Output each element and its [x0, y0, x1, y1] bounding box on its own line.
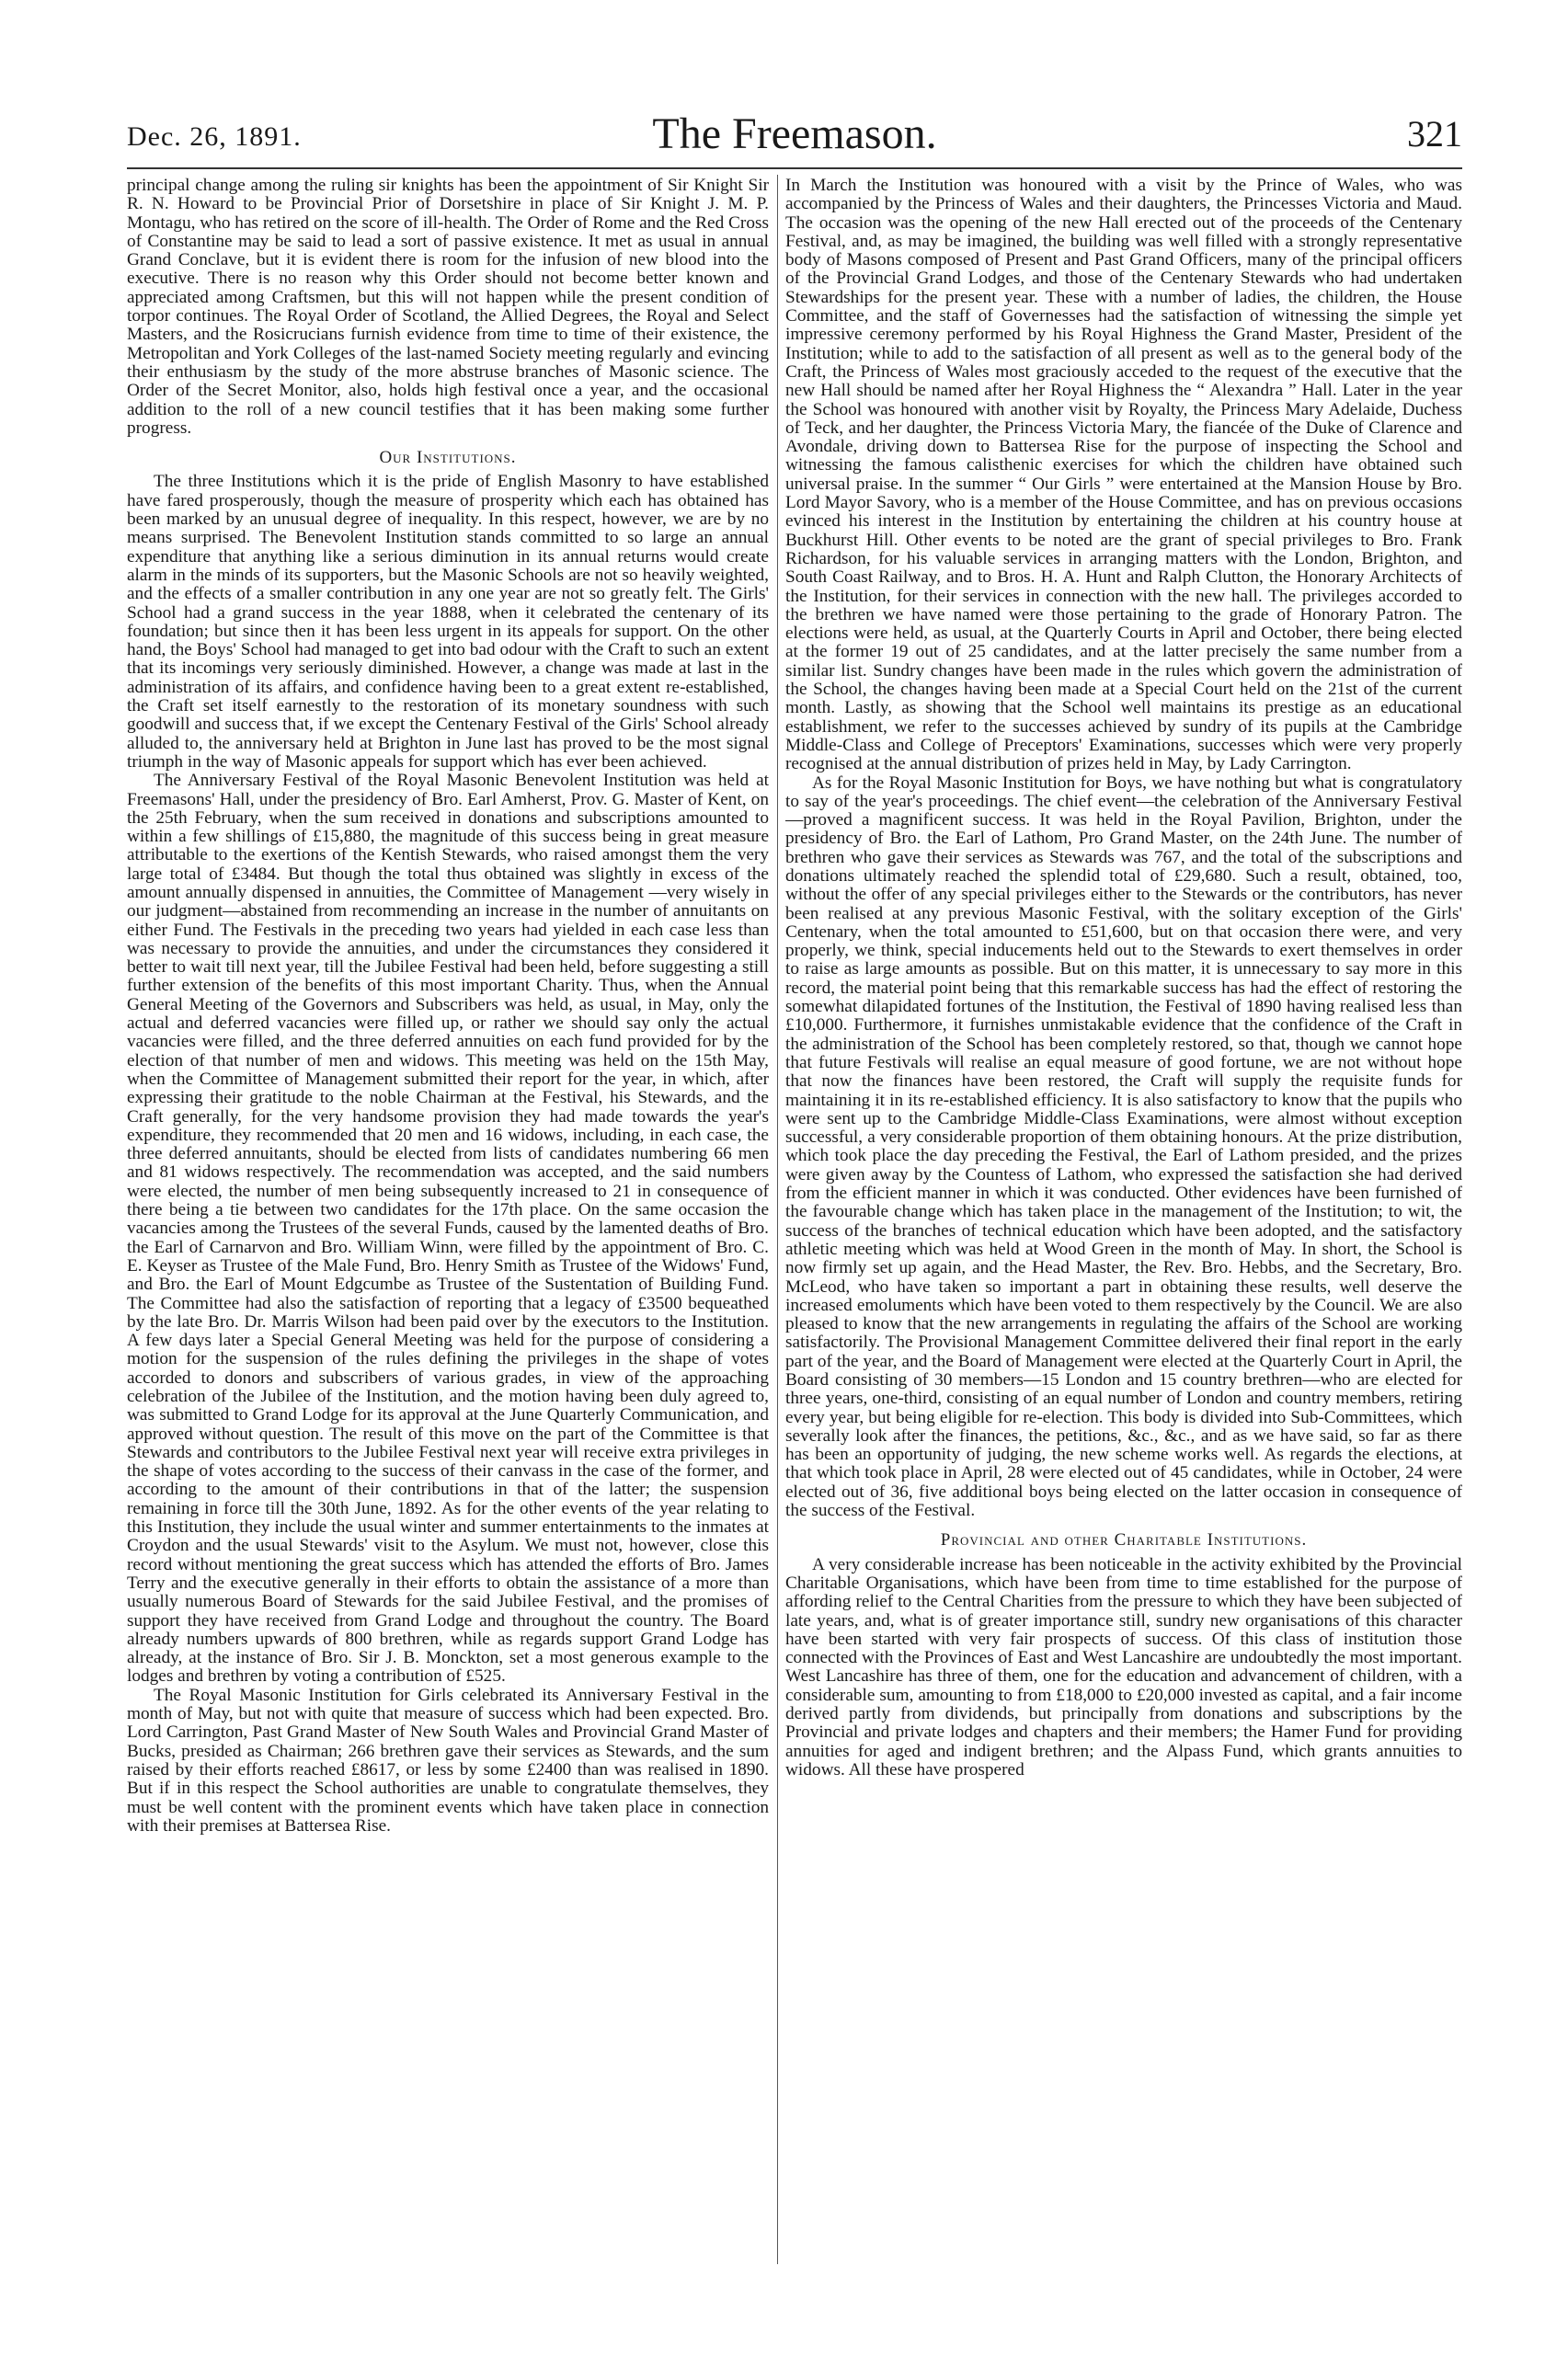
issue-date: Dec. 26, 1891. — [127, 121, 302, 152]
section-heading: Our Institutions. — [379, 448, 517, 468]
right-column — [785, 177, 1462, 2273]
paragraph: A very considerable increase has been noticeable in the activity exhibited by the Provincial Charitable Organisations, which have been from time to time established for the purpose of affording relief to the Central Charities from the pressure to which they have been subjected of late years, and, what is of greater importance still, sundry new organisations of this character have been started with very fair prospects of success. Of this class of institution those connected with the Provinces of East and West Lancashire are undoubtedly the most important. West Lancashire has three of them, one for the education and advancement of children, with a considerable sum, amounting to from £18,000 to £20,000 invested as capital, and a fair income derived partly from dividends, but principally from donations and subscriptions by the Provincial and private lodges and chapters and their members; the Hamer Fund for providing annuities for aged and indigent brethren; and the Alpass Fund, which grants annuities to widows. All these have prospered — [785, 1554, 1462, 1780]
newspaper-title: The Freemason. — [652, 109, 937, 158]
left-column — [127, 177, 769, 2273]
paragraph: The three Institutions which it is the pride of English Masonry to have established have fared prosperously, though the measure of prosperity which each has obtained has been marked by an unusual degree of inequality. In this respect, however, we are by no means surprised. The Benevolent Institution stands committed to so large an annual expenditure that anything like a serious diminution in its annual returns would create alarm in the minds of its supporters, but the Masonic Schools are not so heavily weighted, and the effects of a smaller contribution in any one year are not so greatly felt. The Girls' School had a grand success in the year 1888, when it celebrated the centenary of its foundation; but since then it has been less urgent in its appeals for support. On the other hand, the Boys' School had managed to get into bad odour with the Craft to such an extent that its incomings very seriously diminished. However, a change was made at last in the administration of its affairs, and confidence having been to a great extent re-established, the Craft set itself earnestly to the restoration of its monetary soundness with such goodwill and success that, if we except the Centenary Festival of the Girls' School already alluded to, the anniversary held at Brighton in June last has proved to be the most signal triumph in the way of Masonic appeals for support which has ever been achieved. — [127, 472, 769, 772]
section-heading: Provincial and other Charitable Institutions. — [940, 1530, 1308, 1551]
header-rule — [127, 167, 1462, 169]
paragraph: The Anniversary Festival of the Royal Masonic Benevolent Institution was held at Freemasons' Hall, under the presidency of Bro. Earl Amherst, Prov. G. Master of Kent, on the 25th February, when the sum received in donations and subscriptions amounted to within a few shillings of £15,880, the magnitude of this success being in great measure attributable to the exertions of the Kentish Stewards, who raised amongst them the very large total of £3484. But though the total thus obtained was slightly in excess of the amount annually dispensed in annuities, the Committee of Management —very wisely in our judgment—abstained from recommending an increase in the number of annuitants on either Fund. The Festivals in the preceding two years had yielded in each case less than was necessary to provide the annuities, and under the circumstances they considered it better to wait till next year, till the Jubilee Festival had been held, before suggesting a still further extension of the benefits of this most important Charity. Thus, when the Annual General Meeting of the Governors and Subscribers was held, as usual, in May, only the actual and deferred vacancies were filled up, or rather we should say only the actual vacancies were filled, and the three deferred annuities on each fund provided for by the election of that number of men and widows. This meeting was held on the 15th May, when the Committee of Management submitted their report for the year, in which, after expressing their gratitude to the noble Chairman at the Festival, his Stewards, and the Craft generally, for the very handsome provision they had made towards the year's expenditure, they recommended that 20 men and 16 widows, including, in each case, the three deferred annuitants, should be elected from lists of candidates numbering 66 men and 81 widows respectively. The recommendation was accepted, and the said numbers were elected, the number of men being subsequently increased to 21 in consequence of there being a tie between two candidates for the 17th place. On the same occasion the vacancies among the Trustees of the several Funds, caused by the lamented deaths of Bro. the Earl of Carnarvon and Bro. William Winn, were filled by the appointment of Bro. C. E. Keyser as Trustee of the Male Fund, Bro. Henry Smith as Trustee of the Widows' Fund, and Bro. the Earl of Mount Edgcumbe as Trustee of the Sustentation of Building Fund. The Committee had also the satisfaction of reporting that a legacy of £3500 bequeathed by the late Bro. Dr. Marris Wilson had been paid over by the executors to the Institution. A few days later a Special General Meeting was held for the purpose of considering a motion for the suspension of the rules defining the privileges in the shape of votes accorded to donors and subscribers of various grades, in view of the approaching celebration of the Jubilee of the Institution, and the motion having been duly agreed to, was submitted to Grand Lodge for its approval at the June Quarterly Communication, and approved without question. The result of this move on the part of the Committee is that Stewards and contributors to the Jubilee Festival next year will receive extra privileges in the shape of votes according to the success of their canvass in the case of the former, and according to the amount of their contributions in that of the latter; the suspension remaining in force till the 30th June, 1892. As for the other events of the year relating to this Institution, they include the usual winter and summer entertainments to the inmates at Croydon and the usual Stewards' visit to the Asylum. We must not, however, close this record without mentioning the great success which has attended the efforts of Bro. James Terry and the executive generally in their efforts to obtain the assistance of a more than usually numerous Board of Stewards for the said Jubilee Festival, and the promises of support they have received from Grand Lodge and throughout the country. The Board already numbers upwards of 800 brethren, while as regards support Grand Lodge has already, at the instance of Bro. Sir J. B. Monckton, set a most generous example to the lodges and brethren by voting a contribution of £525. — [127, 771, 769, 1687]
page-number: 321 — [1407, 113, 1462, 154]
column-divider — [777, 175, 778, 2264]
paragraph: In March the Institution was honoured with a visit by the Prince of Wales, who was accompanied by the Princess of Wales and their daughters, the Princesses Victoria and Maud. The occasion was the opening of the new Hall erected out of the proceeds of the Centenary Festival, and, as may be imagined, the building was well filled with a strongly representative body of Masons composed of Present and Past Grand Officers, many of the principal officers of the Provincial Grand Lodges, and those of the Centenary Stewards who had undertaken Stewardships for the present year. These with a number of ladies, the children, the House Committee, and the staff of Governesses had the satisfaction of witnessing the simple yet impressive ceremony performed by his Royal Highness the Grand Master, President of the Institution; while to add to the satisfaction of all present as well as to the general body of the Craft, the Princess of Wales most graciously acceded to the request of the executive that the new Hall should be named after her Royal Highness the “ Alexandra ” Hall. Later in the year the School was honoured with another visit by Royalty, the Princess Mary Adelaide, Duchess of Teck, and her daughter, the Princess Victoria Mary, the fiancée of the Duke of Clarence and Avondale, driving down to Battersea Rise for the purpose of inspecting the School and witnessing the famous calisthenic exercises for which the children have obtained such universal praise. In the summer “ Our Girls ” were entertained at the Mansion House by Bro. Lord Mayor Savory, who is a member of the House Committee, and has on previous occasions evinced his interest in the Institution by entertaining the children at his country house at Buckhurst Hill. Other events to be noted are the grant of special privileges to Bro. Frank Richardson, for his valuable services in arranging matters with the London, Brighton, and South Coast Railway, and to Bros. H. A. Hunt and Ralph Clutton, the Honorary Architects of the Institution, for their services in connection with the new hall. The privileges accorded to the brethren we have named were those pertaining to the grade of Honorary Patron. The elections were held, as usual, at the Quarterly Courts in April and October, there being elected at the former 19 out of 25 candidates, and at the latter precisely the same number from a similar list. Sundry changes have been made in the rules which govern the administration of the School, the changes having been made at a Special Court held on the 21st of the current month. Lastly, as showing that the School well maintains its prestige as an educational establishment, we refer to the successes achieved by sundry of its pupils at the Cambridge Middle-Class and College of Preceptors' Examinations, successes which were very properly recognised at the annual distribution of prizes held in May, by Lady Carrington. — [785, 177, 1462, 774]
paragraph: As for the Royal Masonic Institution for Boys, we have nothing but what is congratulatory to say of the year's proceedings. The chief event—the celebration of the Anniversary Festival—proved a magnificent success. It was held in the Royal Pavilion, Brighton, under the presidency of Bro. the Earl of Lathom, Pro Grand Master, on the 24th June. The number of brethren who gave their services as Stewards was 767, and the total of the subscriptions and donations ultimately reached the splendid total of £29,680. Such a result, obtained, too, without the offer of any special privileges either to the Stewards or the contributors, has never been realised at any previous Masonic Festival, with the solitary exception of the Girls' Centenary, when the total amounted to £51,600, but on that occasion there were, and very properly, we think, special inducements held out to the Stewards to exert themselves in order to raise as large amounts as possible. But on this matter, it is unnecessary to say more in this record, the material point being that this remarkable success has had the effect of restoring the somewhat dilapidated fortunes of the Institution, the Festival of 1890 having realised less than £10,000. Furthermore, it furnishes unmistakable evidence that the confidence of the Craft in the administration of the School has been completely restored, so that, though we cannot hope that future Festivals will realise an equal measure of good fortune, we are not without hope that now the finances have been restored, the Craft will supply the requisite funds for maintaining it in its re-established efficiency. It is also satisfactory to know that the pupils who were sent up to the Cambridge Middle-Class Examinations, were almost without exception successful, a very considerable proportion of them obtaining honours. At the prize distribution, which took place the day preceding the Festival, the Earl of Lathom presided, and the prizes were given away by the Countess of Lathom, who expressed the satisfaction she had derived from the efficient manner in which it was conducted. Other evidences have been furnished of the favourable change which has taken place in the management of the Institution; to wit, the success of the branches of technical education which have been adopted, and the satisfactory athletic meeting which was held at Wood Green in the month of May. In short, the School is now firmly set up again, and the Head Master, the Rev. Bro. Hebbs, and the Secretary, Bro. McLeod, who have taken so important a part in obtaining these results, well deserve the increased emoluments which have been voted to them respectively by the Council. We are also pleased to know that the new arrangements in regulating the affairs of the School are working satisfactorily. The Provisional Management Committee delivered their final report in the early part of the year, and the Board of Management were elected at the Quarterly Court in April, the Board consisting of 30 members—15 London and 15 country brethren—who are elected for three years, one-third, consisting of an equal number of London and country members, retiring every year, but being eligible for re-election. This body is divided into Sub-Committees, which severally look after the finances, the petitions, &c., &c., and as we have said, so far as there has been an opportunity of judging, the new scheme works well. As regards the elections, at that which took place in April, 28 were elected out of 45 candidates, while in October, 24 were elected out of 36, five additional boys being elected on the latter occasion in consequence of the success of the Festival. — [785, 772, 1462, 1521]
masthead — [127, 109, 1462, 166]
paragraph: principal change among the ruling sir knights has been the appointment of Sir Knight Sir R. N. Howard to be Provincial Prior of Dorsetshire in place of Sir Knight J. M. P. Montagu, who has retired on the score of ill-health. The Order of Rome and the Red Cross of Constantine may be said to lead a sort of passive existence. It met as usual in annual Grand Conclave, but it is evident there is room for the infusion of new blood into the executive. There is no reason why this Order should not become better known and appreciated among Craftsmen, but this will not happen while the present condition of torpor continues. The Royal Order of Scotland, the Allied Degrees, the Royal and Select Masters, and the Rosicrucians furnish evidence from time to time of their existence, the Metropolitan and York Colleges of the last-named Society meeting regularly and evincing their enthusiasm by the study of the more abstruse branches of Masonic science. The Order of the Secret Monitor, also, holds high festival once a year, and the occasional addition to the roll of a new council testifies that it has been making some further progress. — [127, 177, 769, 438]
paragraph: The Royal Masonic Institution for Girls celebrated its Anniversary Festival in the month of May, but not with quite that measure of success which had been expected. Bro. Lord Carrington, Past Grand Master of New South Wales and Provincial Grand Master of Bucks, presided as Chairman; 266 brethren gave their services as Stewards, and the sum raised by their efforts reached £8617, or less by some £2400 than was realised in 1890. But if in this respect the School authorities are unable to congratulate themselves, they must be well content with the prominent events which have taken place in connection with their premises at Battersea Rise. — [127, 1685, 769, 1836]
